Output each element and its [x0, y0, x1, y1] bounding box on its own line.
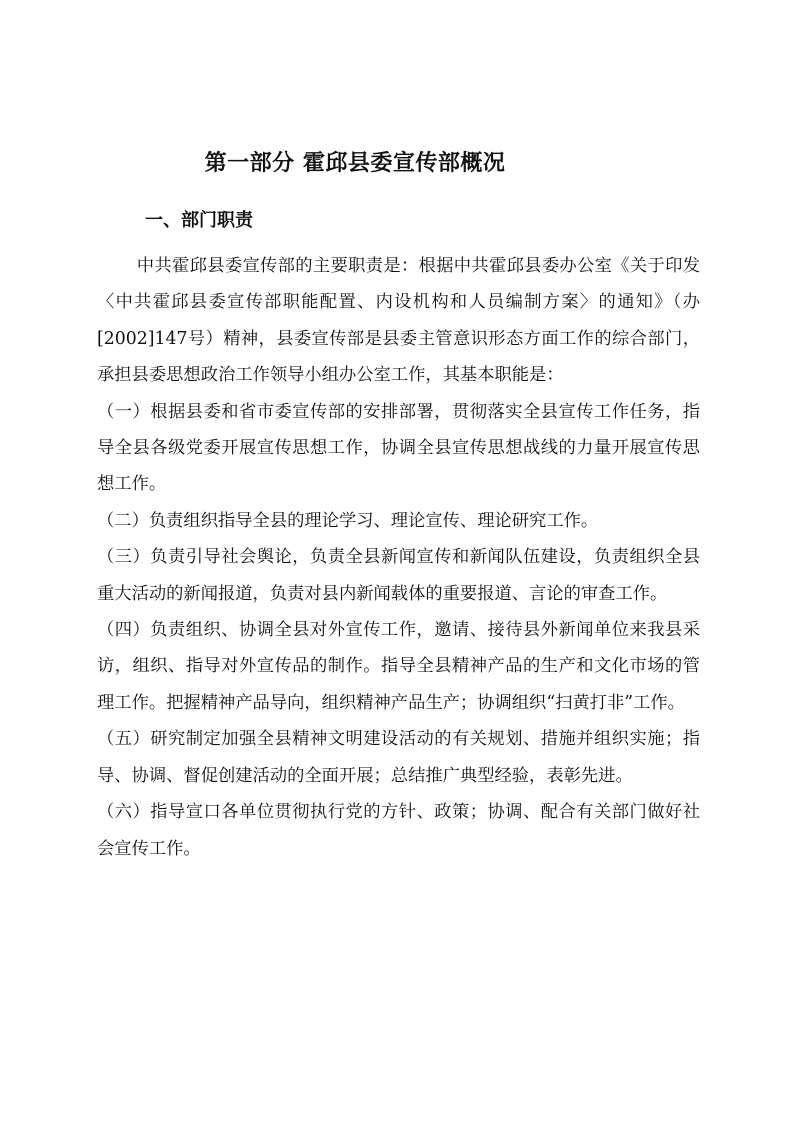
duty-item-5: （五）研究制定加强全县精神文明建设活动的有关规划、措施并组织实施；指导、协调、督促创建活动的全面开展；总结推广典型经验，表彰先进。: [97, 729, 700, 786]
section-heading: 一、部门职责: [145, 210, 253, 231]
duty-item-4: （四）负责组织、协调全县对外宣传工作，邀请、接待县外新闻单位来我县采访，组织、指导对外宣传品的制作。指导全县精神产品的生产和文化市场的管理工作。把握精神产品导向，组织精神产品生产；协调组织“扫黄打非”工作。: [97, 620, 700, 713]
duty-item-3: （三）负责引导社会舆论，负责全县新闻宣传和新闻队伍建设，负责组织全县重大活动的新闻报道，负责对县内新闻载体的重要报道、言论的审查工作。: [97, 547, 700, 604]
page-title: 第一部分 霍邱县委宣传部概况: [204, 151, 506, 176]
intro-paragraph: 中共霍邱县委宣传部的主要职责是：根据中共霍邱县委办公室《关于印发〈中共霍邱县委宣传部职能配置、内设机构和人员编制方案〉的通知》（办[2002]147号）精神，县委宣传部是县委主管意识形态方面工作的综合部门，承担县委思想政治工作领导小组办公室工作，其基本职能是：: [97, 256, 700, 386]
duty-item-1: （一）根据县委和省市委宣传部的安排部署，贯彻落实全县宣传工作任务，指导全县各级党委开展宣传思想工作，协调全县宣传思想战线的力量开展宣传思想工作。: [97, 401, 700, 495]
duty-item-2: （二）负责组织指导全县的理论学习、理论宣传、理论研究工作。: [97, 510, 599, 531]
document-body: [97, 248, 700, 867]
duty-item-6: （六）指导宣口各单位贯彻执行党的方针、政策；协调、配合有关部门做好社会宣传工作。: [97, 802, 700, 859]
